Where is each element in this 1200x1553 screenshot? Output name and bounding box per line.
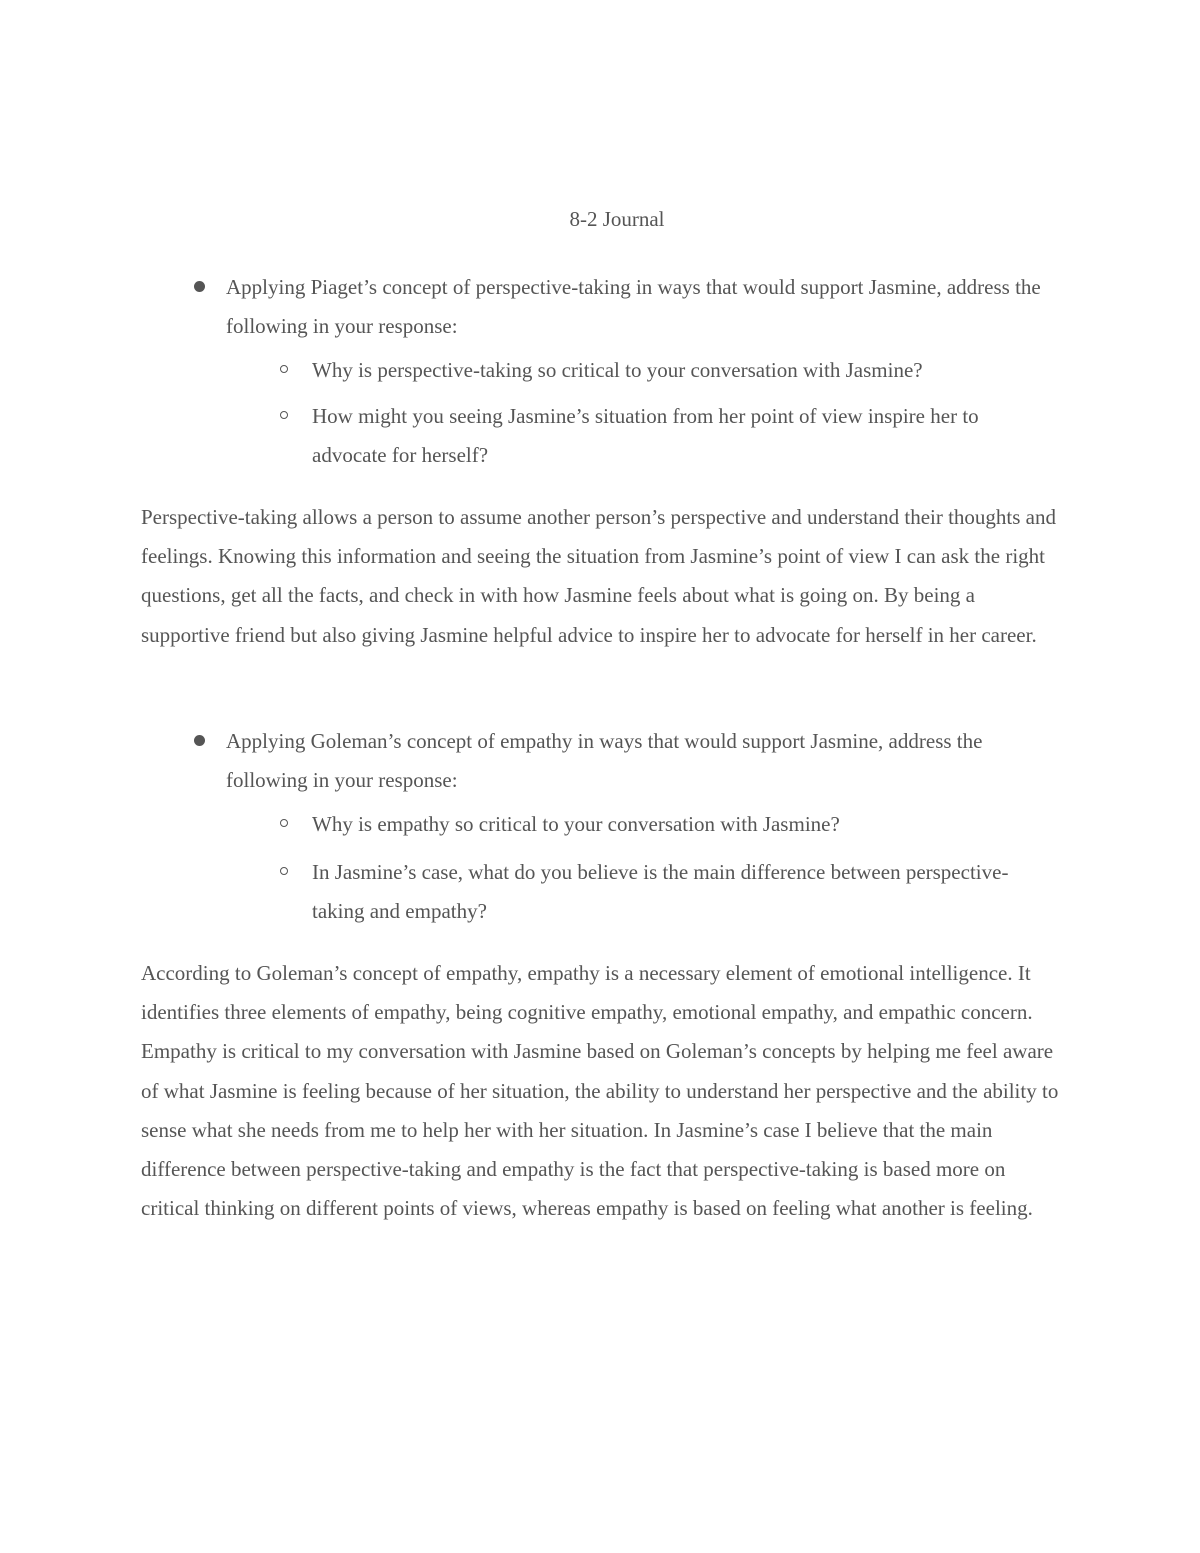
prompt-bullet-piaget bbox=[226, 268, 1056, 346]
filled-bullet-icon bbox=[194, 281, 205, 292]
subprompt-bullet bbox=[312, 853, 1057, 931]
subprompt-bullet bbox=[312, 805, 1057, 844]
document-title: 8-2 Journal bbox=[569, 207, 665, 231]
hollow-bullet-icon bbox=[280, 819, 288, 827]
subprompt-text: How might you seeing Jasmine’s situation from her point of view inspire her to advocate for herself? bbox=[312, 404, 979, 467]
subprompt-text: In Jasmine’s case, what do you believe is the main difference between perspective-taking and empathy? bbox=[312, 860, 1009, 923]
subprompt-bullet bbox=[312, 397, 1057, 475]
answer-paragraph-empathy: According to Goleman’s concept of empathy, empathy is a necessary element of emotional intelligence. It identifies three elements of empathy, being cognitive empathy, emotional empathy, and empathic concern. Empathy is critical to my conversation with Jasmine based on Goleman’s concepts by helping me feel aware of what Jasmine is feeling because of her situation, the ability to understand her perspective and the ability to sense what she needs from me to help her with her situation. In Jasmine’s case I believe that the main difference between perspective-taking and empathy is the fact that perspective-taking is based more on critical thinking on different points of views, whereas empathy is based on feeling what another is feeling. bbox=[141, 961, 1059, 1221]
prompt-text: Applying Goleman’s concept of empathy in ways that would support Jasmine, address the following in your response: bbox=[226, 729, 983, 792]
hollow-bullet-icon bbox=[280, 365, 288, 373]
subprompt-text: Why is empathy so critical to your conversation with Jasmine? bbox=[312, 812, 840, 836]
subprompt-text: Why is perspective-taking so critical to your conversation with Jasmine? bbox=[312, 358, 923, 382]
hollow-bullet-icon bbox=[280, 411, 288, 419]
prompt-text: Applying Piaget’s concept of perspective-taking in ways that would support Jasmine, address the following in your response: bbox=[226, 275, 1041, 338]
prompt-bullet-goleman bbox=[226, 722, 1056, 800]
subprompt-bullet bbox=[312, 351, 1057, 390]
answer-paragraph-perspective: Perspective-taking allows a person to assume another person’s perspective and understand their thoughts and feelings. Knowing this information and seeing the situation from Jasmine’s point of view I can ask the right questions, get all the facts, and check in with how Jasmine feels about what is going on. By being a supportive friend but also giving Jasmine helpful advice to inspire her to advocate for herself in her career. bbox=[141, 505, 1057, 647]
filled-bullet-icon bbox=[194, 735, 205, 746]
hollow-bullet-icon bbox=[280, 867, 288, 875]
